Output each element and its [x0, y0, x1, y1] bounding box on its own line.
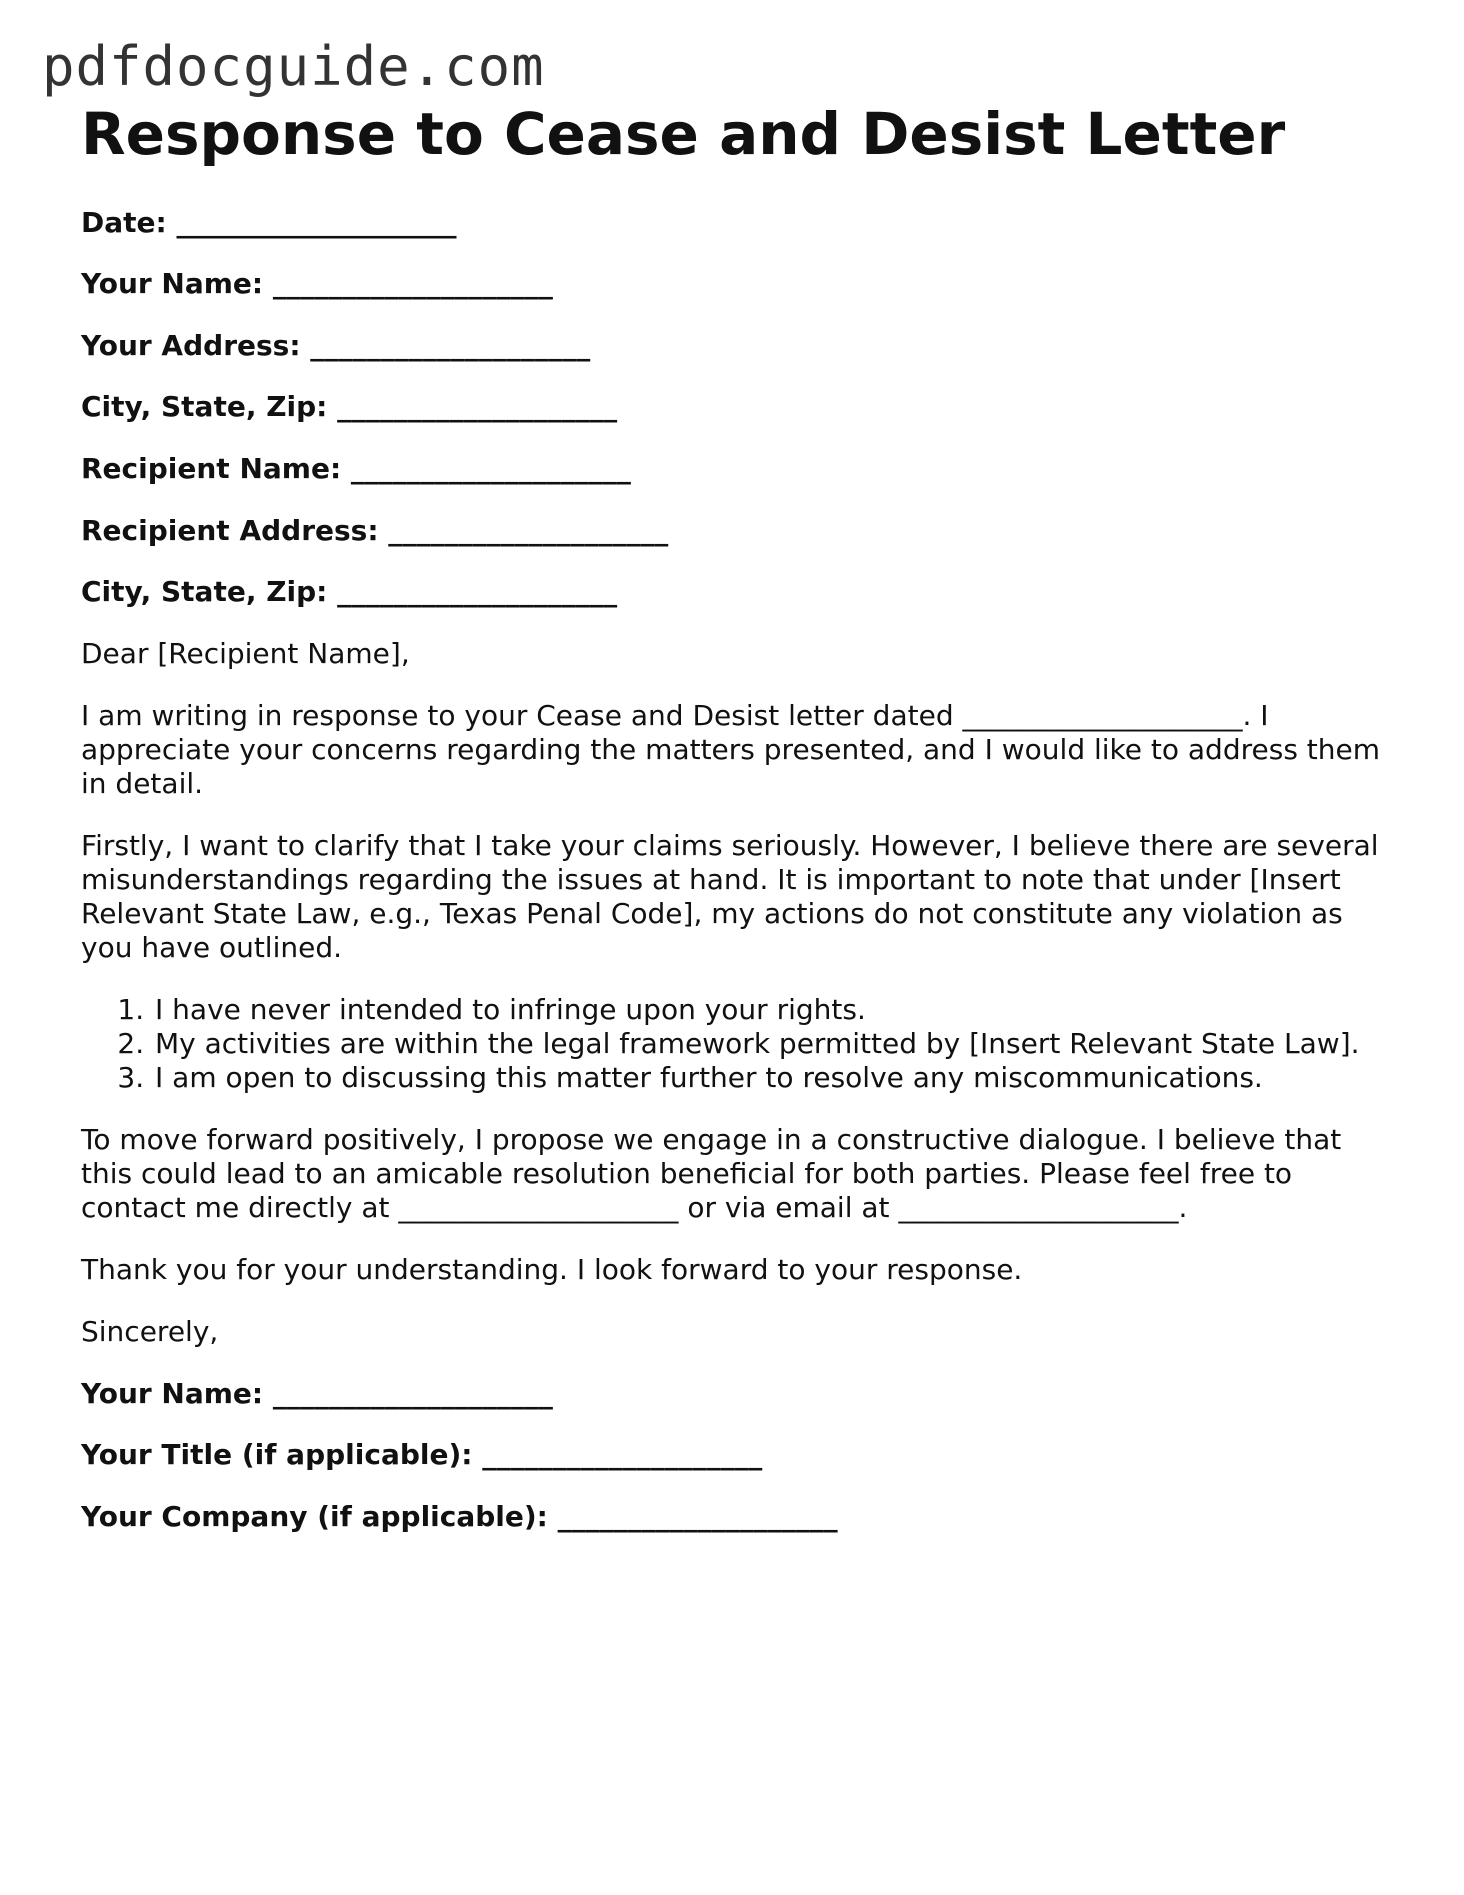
paragraph-proposal [81, 1123, 1391, 1225]
recipient-city-state-zip-blank[interactable]: ____________________ [337, 575, 618, 609]
recipient-address-blank[interactable]: ____________________ [388, 513, 669, 547]
signature-company-field [81, 1500, 1391, 1534]
letter-date-blank[interactable]: ____________________ [962, 698, 1243, 732]
list-item: 3. I am open to discussing this matter further to resolve any miscommunications. [153, 1061, 1391, 1095]
your-city-state-zip-blank[interactable]: ____________________ [337, 390, 618, 424]
paragraph-clarification: Firstly, I want to clarify that I take your claims seriously. However, I believe there are several misunderstandings regarding the issues at hand. It is important to note that under [Insert Relevant State Law, e.g., Texas Penal Code], my actions do not constitute any violation as you have outlined. [81, 828, 1379, 964]
your-name-blank[interactable]: ____________________ [272, 267, 553, 301]
your-name-label: Your Name: [81, 267, 264, 301]
salutation: Dear [Recipient Name], [81, 636, 410, 670]
letter-page [81, 100, 1391, 1562]
signature-name-blank[interactable]: ____________________ [272, 1376, 553, 1410]
email-blank[interactable]: ____________________ [898, 1190, 1179, 1224]
paragraph-proposal-end: . [1178, 1190, 1188, 1224]
your-address-field [81, 329, 1391, 363]
your-name-field [81, 267, 1391, 301]
signature-title-field [81, 1438, 1391, 1472]
recipient-city-state-zip-label: City, State, Zip: [81, 575, 328, 609]
your-address-label: Your Address: [81, 328, 301, 362]
signature-title-blank[interactable]: ____________________ [482, 1438, 763, 1472]
paragraph-response-start: I am writing in response to your Cease and Desist letter dated [81, 698, 963, 732]
recipient-address-field [81, 514, 1391, 548]
recipient-name-field [81, 452, 1391, 486]
watermark-text: pdfdocguide.com [42, 35, 545, 98]
your-address-blank[interactable]: ____________________ [310, 328, 591, 362]
signature-name-label: Your Name: [81, 1376, 264, 1410]
paragraph-response-end: . I appreciate your concerns regarding the matters presented, and I would like to address them in detail. [81, 698, 1381, 800]
page-title: Response to Cease and Desist Letter [81, 100, 1286, 168]
paragraph-proposal-middle: or via email at [678, 1190, 899, 1224]
paragraph-response [81, 699, 1391, 801]
paragraph-thanks: Thank you for your understanding. I look forward to your response. [81, 1252, 1023, 1286]
recipient-city-state-zip-field [81, 575, 1391, 609]
points-list [81, 993, 1391, 1095]
date-label: Date: [81, 205, 167, 239]
signature-company-blank[interactable]: ____________________ [557, 1499, 838, 1533]
recipient-name-label: Recipient Name: [81, 451, 342, 485]
your-city-state-zip-label: City, State, Zip: [81, 390, 328, 424]
signature-title-label: Your Title (if applicable): [81, 1438, 473, 1472]
signature-company-label: Your Company (if applicable): [81, 1499, 548, 1533]
signature-name-field [81, 1377, 1391, 1411]
list-item: 2. My activities are within the legal framework permitted by [Insert Relevant State Law]. [153, 1027, 1391, 1061]
closing: Sincerely, [81, 1314, 219, 1348]
paragraph-proposal-start: To move forward positively, I propose we engage in a constructive dialogue. I believe that this could lead to an amicable resolution beneficial for both parties. Please feel free to contact me directly at [81, 1122, 1342, 1224]
date-blank[interactable]: ____________________ [176, 205, 457, 239]
phone-blank[interactable]: ____________________ [398, 1190, 679, 1224]
your-city-state-zip-field [81, 390, 1391, 424]
recipient-address-label: Recipient Address: [81, 513, 379, 547]
recipient-name-blank[interactable]: ____________________ [350, 451, 631, 485]
date-field [81, 206, 1391, 240]
list-item: 1. I have never intended to infringe upon your rights. [153, 993, 1391, 1027]
